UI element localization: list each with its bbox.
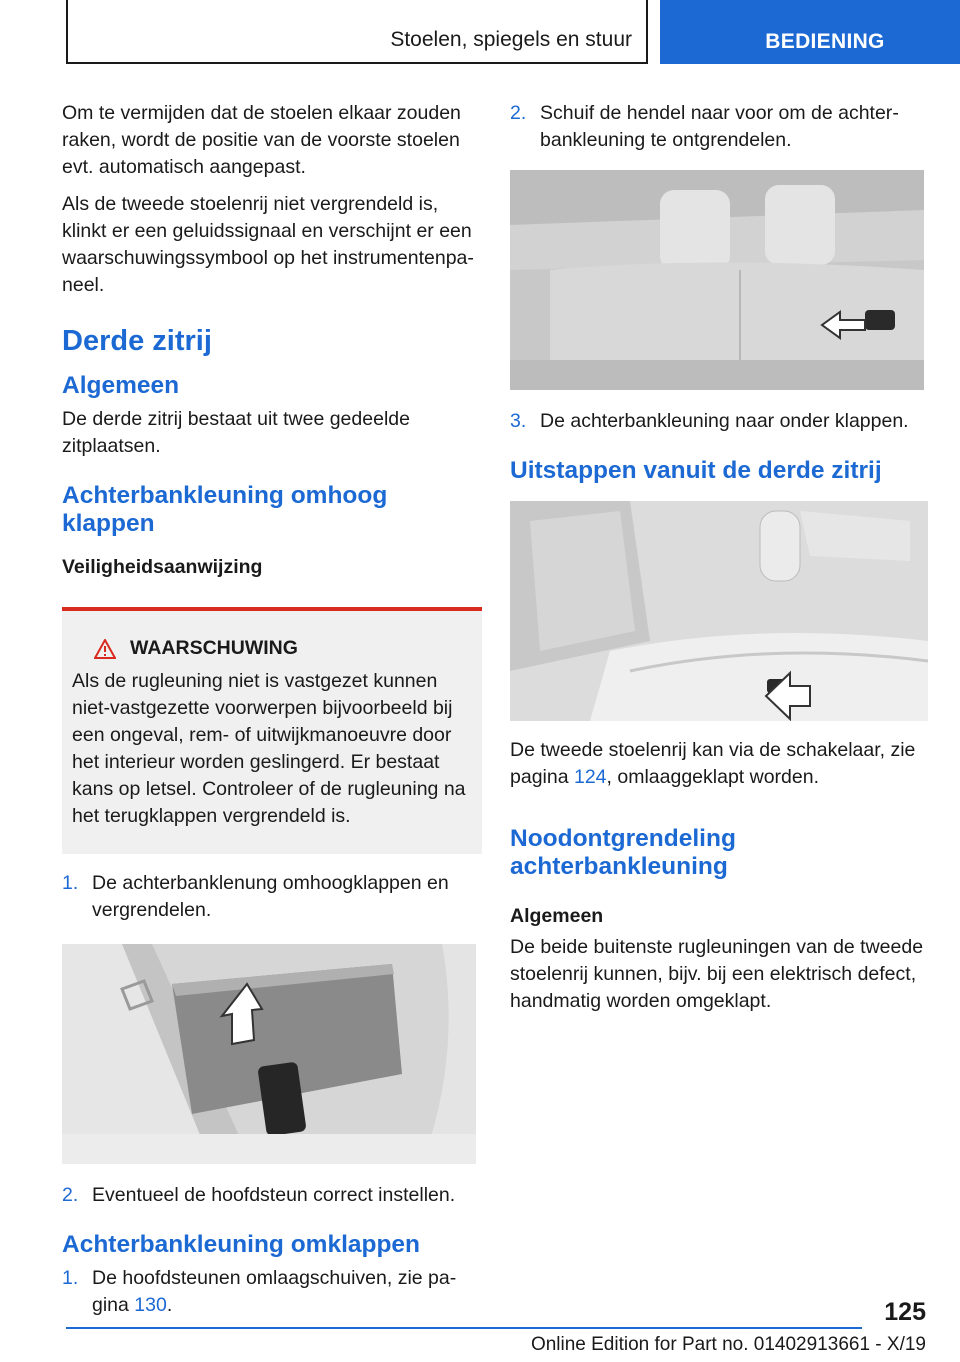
uitstappen-text: De tweede stoelenrij kan via de schakelaar, zie pagina 124, omlaaggeklapt worden. (510, 739, 916, 788)
footer-divider (66, 1327, 862, 1329)
step-text: Eventueel de hoofdsteun correct instellen. (92, 1184, 456, 1206)
heading-omklappen: Achterbankleuning omklappen (62, 1231, 421, 1258)
step-number: 2. (510, 102, 527, 124)
intro-paragraph-1: Om te vermijden dat de stoelen elkaar zouden raken, wordt de positie van de voorste stoelen evt. automatisch aangepast. (62, 102, 461, 178)
step-text: De hoofdsteunen omlaagschuiven, zie pagina 130. (92, 1267, 457, 1316)
step-number: 3. (510, 410, 527, 432)
figure-exit-third-row (510, 501, 928, 721)
warning-box (62, 607, 482, 854)
step-text: De achterbankleuning naar onder klappen. (540, 410, 909, 432)
heading-veiligheid: Veiligheidsaanwijzing (62, 556, 263, 578)
step-text: De achterbanklenung omhoogklappen en vergrendelen. (92, 872, 449, 921)
algemeen-text: De derde zitrij bestaat uit twee gedeelde zitplaatsen. (62, 408, 410, 457)
footer-edition: Online Edition for Part no. 01402913661 - X/19 (530, 1334, 926, 1355)
section-header (66, 0, 648, 64)
step-omhoog-2 (62, 1182, 482, 1209)
step-text: Schuif de hendel naar voor om de achterbankleuning te ontgrendelen. (540, 102, 899, 151)
page-number: 125 (884, 1298, 926, 1326)
heading-uitstappen: Uitstappen vanuit de derde zitrij (510, 457, 882, 484)
step-omklappen-1 (62, 1265, 482, 1319)
release-lever-illustration (510, 170, 924, 390)
heading-omhoog-klappen: Achterbankleuning omhoog klappen (62, 482, 388, 537)
step-omhoog-1 (62, 870, 482, 924)
section-title: Stoelen, spiegels en stuur (390, 28, 632, 51)
seat-up-illustration (62, 944, 476, 1164)
warning-title-row (94, 637, 474, 660)
figure-seat-up (62, 944, 476, 1164)
heading-noodontgrendeling: Noodontgrendeling achterbankleuning (510, 825, 736, 880)
heading-algemeen-2: Algemeen (510, 905, 604, 927)
page-link-130[interactable]: 130 (134, 1294, 167, 1316)
step-number: 1. (62, 872, 79, 894)
warning-title: WAARSCHUWING (130, 637, 298, 659)
nood-text: De beide buitenste rugleuningen van de tweede stoelenrij kunnen, bijv. bij een elektrisch defect, handmatig worden omgeklapt. (510, 936, 924, 1012)
page-link-124[interactable]: 124 (573, 766, 607, 788)
exit-third-row-illustration (510, 501, 928, 721)
chapter-title: BEDIENING (765, 30, 885, 53)
step-omklappen-2 (510, 100, 928, 154)
figure-release-lever (510, 170, 924, 390)
chapter-tab[interactable] (660, 0, 960, 64)
heading-algemeen: Algemeen (62, 372, 180, 399)
warning-triangle-icon (94, 639, 116, 659)
step-number: 2. (62, 1184, 79, 1206)
left-column (62, 100, 482, 1329)
step-number: 1. (62, 1267, 79, 1289)
right-column (510, 100, 928, 1025)
warning-text: Als de rugleuning niet is vastgezet kunnen niet-vastgezette voorwerpen bijvoorbeeld bij een ongeval, rem- of uitwijkmanoeuvre door het interieur worden geslingerd. Er bestaat kans op letsel. Controleer of de rugleuning na het terugklappen vergrendeld is. (72, 670, 466, 827)
step-omklappen-3 (510, 408, 928, 435)
intro-paragraph-2: Als de tweede stoelenrij niet vergrendeld is, klinkt er een geluidssignaal en verschijnt er een waarschuwingssymbool op het instrumentenpaneel. (62, 193, 474, 296)
heading-derde-zitrij: Derde zitrij (62, 325, 212, 357)
